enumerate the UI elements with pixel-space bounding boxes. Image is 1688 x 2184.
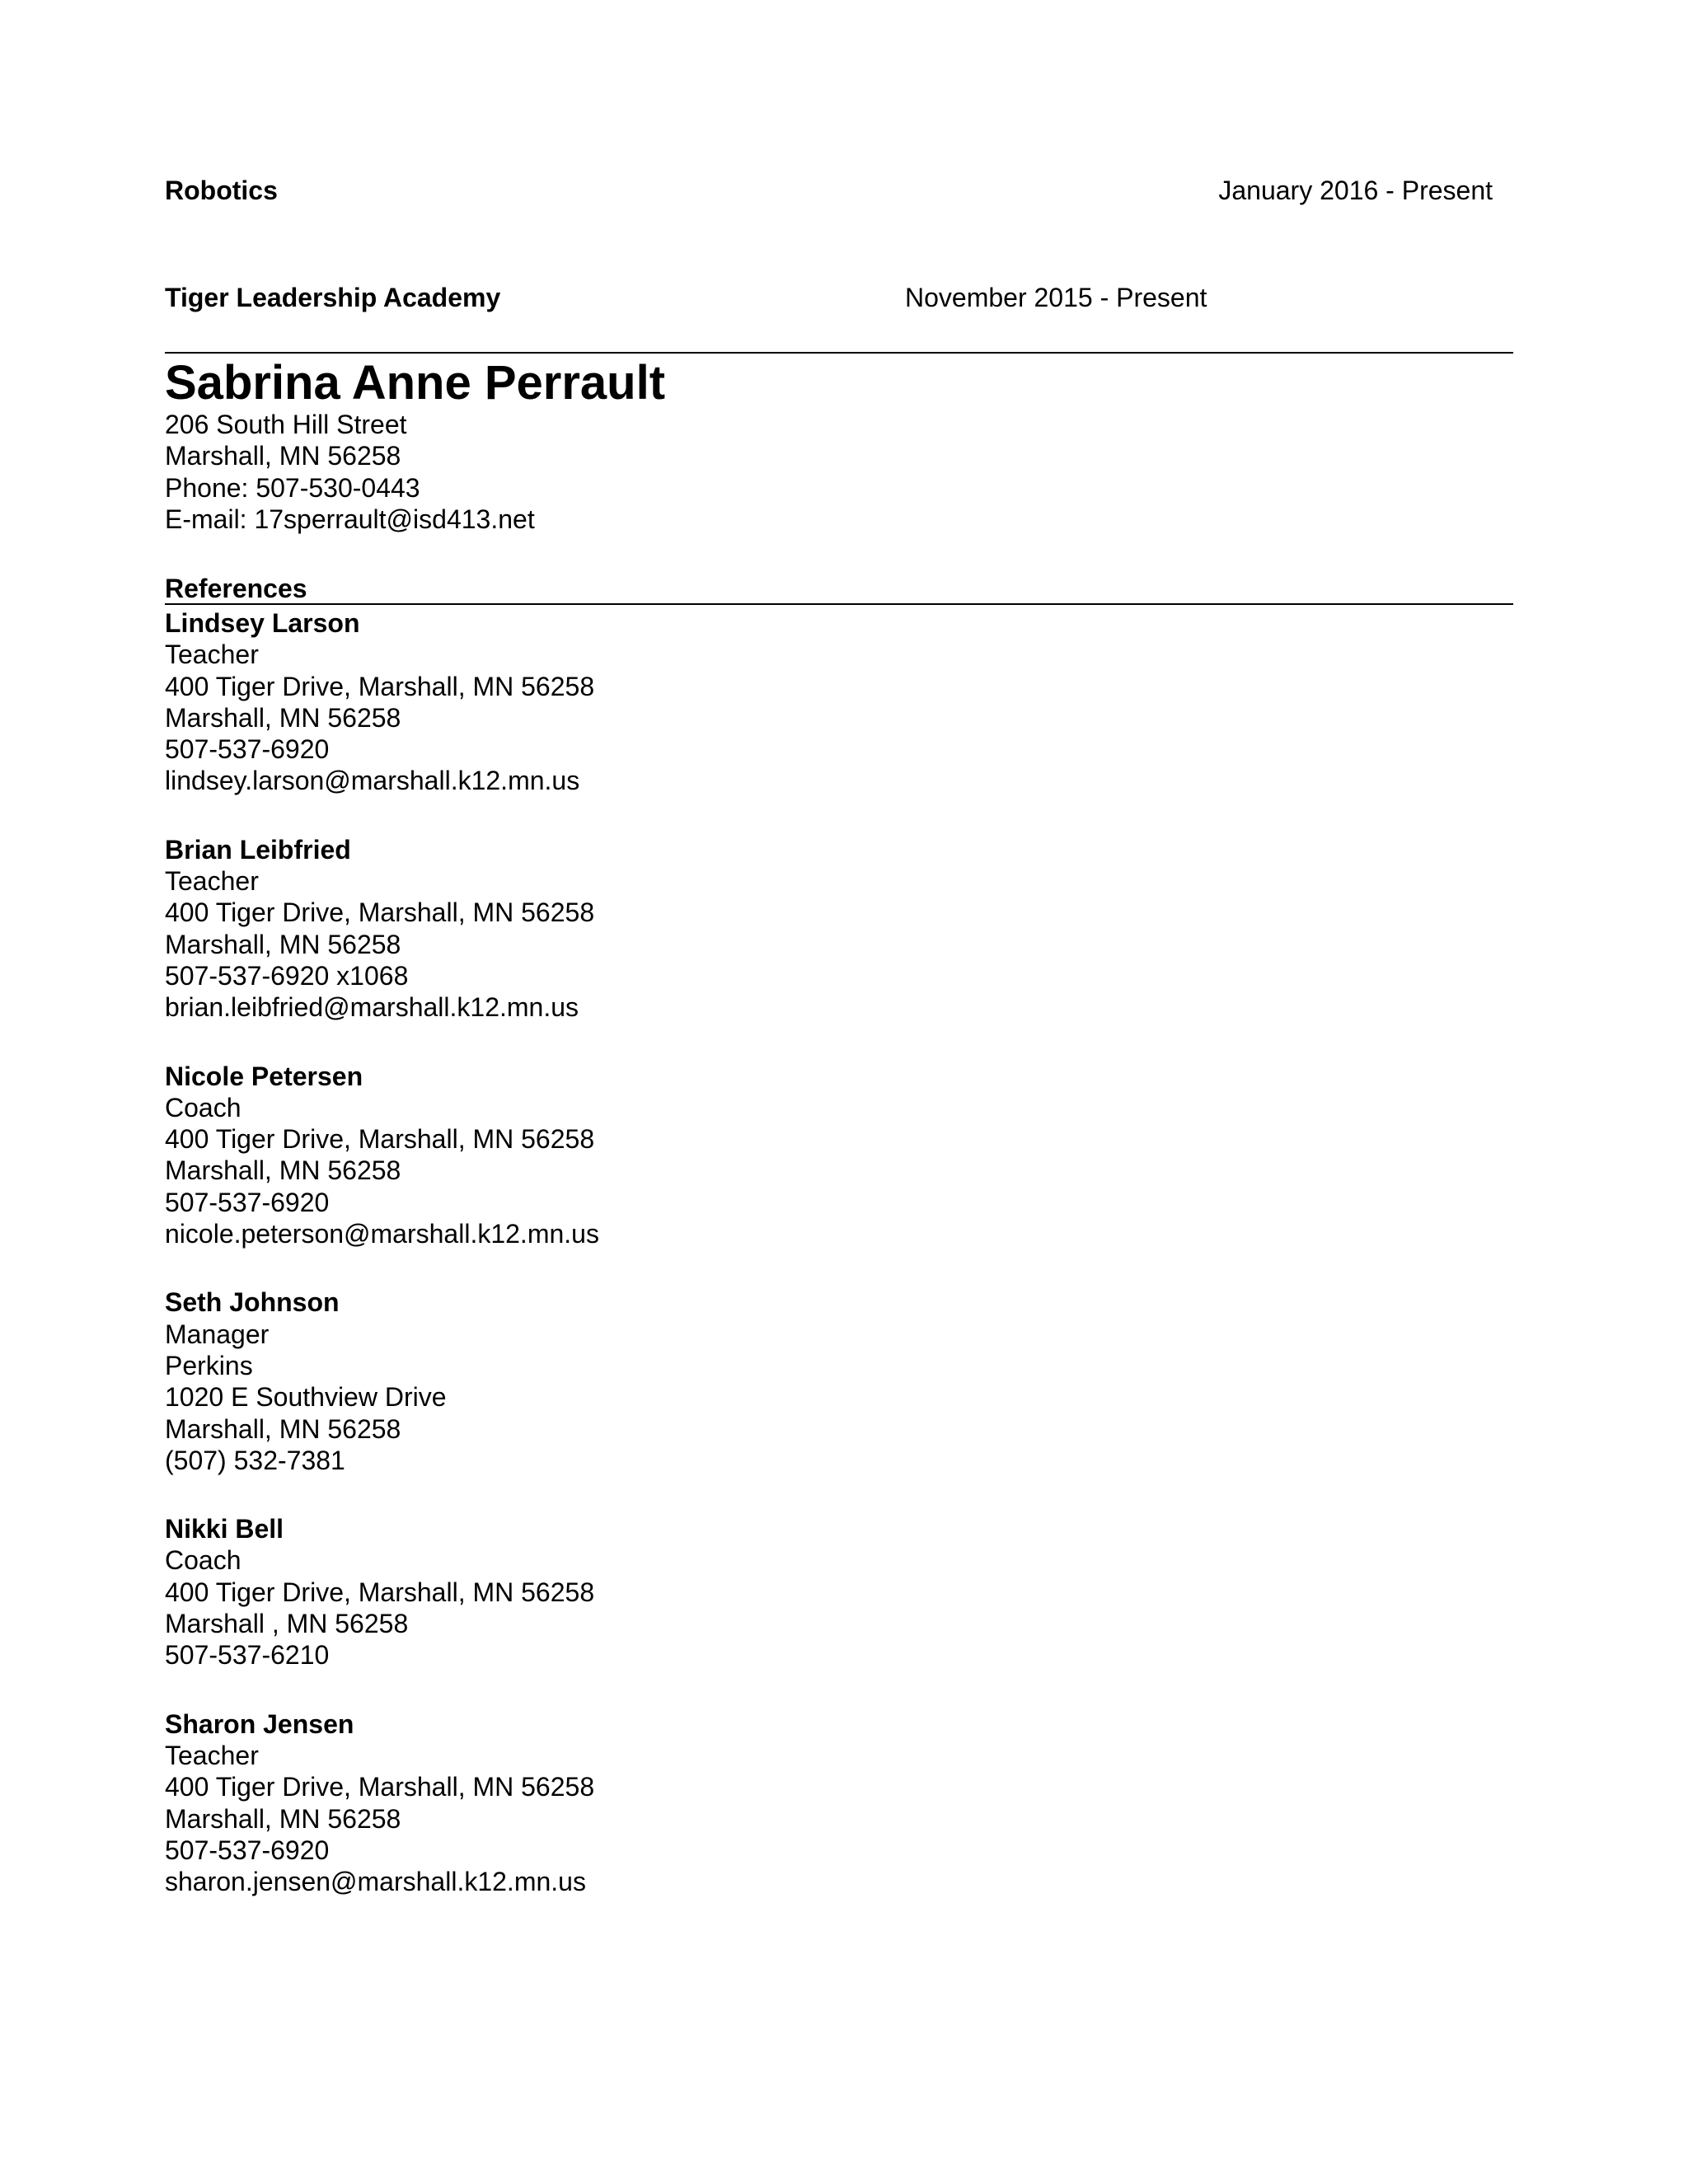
reference-address: 400 Tiger Drive, Marshall, MN 56258 bbox=[165, 898, 595, 928]
address-line-1: 206 South Hill Street bbox=[165, 410, 407, 439]
reference-entry bbox=[165, 1061, 599, 1250]
references-heading: References bbox=[165, 574, 307, 603]
reference-city: Marshall, MN 56258 bbox=[165, 702, 401, 733]
reference-title: Teacher bbox=[165, 866, 259, 897]
reference-name: Nicole Petersen bbox=[165, 1061, 363, 1091]
references-list bbox=[165, 607, 599, 1934]
reference-name: Brian Leibfried bbox=[165, 834, 351, 865]
reference-email: nicole.peterson@marshall.k12.mn.us bbox=[165, 1219, 599, 1249]
reference-entry bbox=[165, 834, 599, 1024]
reference-city: Marshall, MN 56258 bbox=[165, 1413, 401, 1444]
reference-email: sharon.jensen@marshall.k12.mn.us bbox=[165, 1867, 586, 1897]
header-divider bbox=[165, 352, 1513, 354]
email-line: E-mail: 17sperrault@isd413.net bbox=[165, 504, 535, 534]
contact-block bbox=[165, 409, 535, 535]
reference-address: 400 Tiger Drive, Marshall, MN 56258 bbox=[165, 1124, 595, 1155]
reference-name: Nikki Bell bbox=[165, 1514, 284, 1544]
reference-city: Marshall , MN 56258 bbox=[165, 1609, 409, 1639]
reference-email: lindsey.larson@marshall.k12.mn.us bbox=[165, 766, 580, 796]
reference-entry bbox=[165, 1513, 599, 1671]
reference-address: 400 Tiger Drive, Marshall, MN 56258 bbox=[165, 1577, 595, 1607]
reference-email: brian.leibfried@marshall.k12.mn.us bbox=[165, 992, 579, 1023]
reference-address: 400 Tiger Drive, Marshall, MN 56258 bbox=[165, 1772, 595, 1802]
reference-name: Lindsey Larson bbox=[165, 608, 360, 638]
reference-title: Coach bbox=[165, 1092, 241, 1122]
activity-title: Robotics bbox=[165, 176, 278, 205]
reference-name: Seth Johnson bbox=[165, 1287, 340, 1318]
reference-phone: 507-537-6920 bbox=[165, 1187, 330, 1217]
reference-phone: 507-537-6920 bbox=[165, 734, 330, 765]
references-divider bbox=[165, 603, 1513, 605]
reference-title: Coach bbox=[165, 1545, 241, 1576]
applicant-name: Sabrina Anne Perrault bbox=[165, 356, 666, 410]
activity-dates: November 2015 - Present bbox=[905, 283, 1207, 312]
reference-city: Marshall, MN 56258 bbox=[165, 1155, 401, 1186]
phone-line: Phone: 507-530-0443 bbox=[165, 472, 420, 503]
reference-phone: 507-537-6920 x1068 bbox=[165, 960, 409, 991]
reference-entry bbox=[165, 1286, 599, 1476]
reference-address: 1020 E Southview Drive bbox=[165, 1382, 447, 1413]
reference-entry bbox=[165, 607, 599, 797]
reference-city: Marshall, MN 56258 bbox=[165, 1803, 401, 1834]
reference-employer: Perkins bbox=[165, 1350, 253, 1380]
reference-address: 400 Tiger Drive, Marshall, MN 56258 bbox=[165, 671, 595, 701]
reference-phone: 507-537-6920 bbox=[165, 1835, 330, 1865]
address-line-2: Marshall, MN 56258 bbox=[165, 441, 401, 471]
reference-name: Sharon Jensen bbox=[165, 1708, 354, 1739]
reference-city: Marshall, MN 56258 bbox=[165, 929, 401, 959]
reference-title: Teacher bbox=[165, 1740, 259, 1770]
reference-phone: 507-537-6210 bbox=[165, 1640, 330, 1671]
reference-title: Manager bbox=[165, 1319, 270, 1349]
activity-dates: January 2016 - Present bbox=[1218, 176, 1493, 205]
reference-entry bbox=[165, 1708, 599, 1898]
reference-title: Teacher bbox=[165, 640, 259, 670]
activity-title: Tiger Leadership Academy bbox=[165, 283, 501, 312]
reference-phone: (507) 532-7381 bbox=[165, 1445, 345, 1475]
